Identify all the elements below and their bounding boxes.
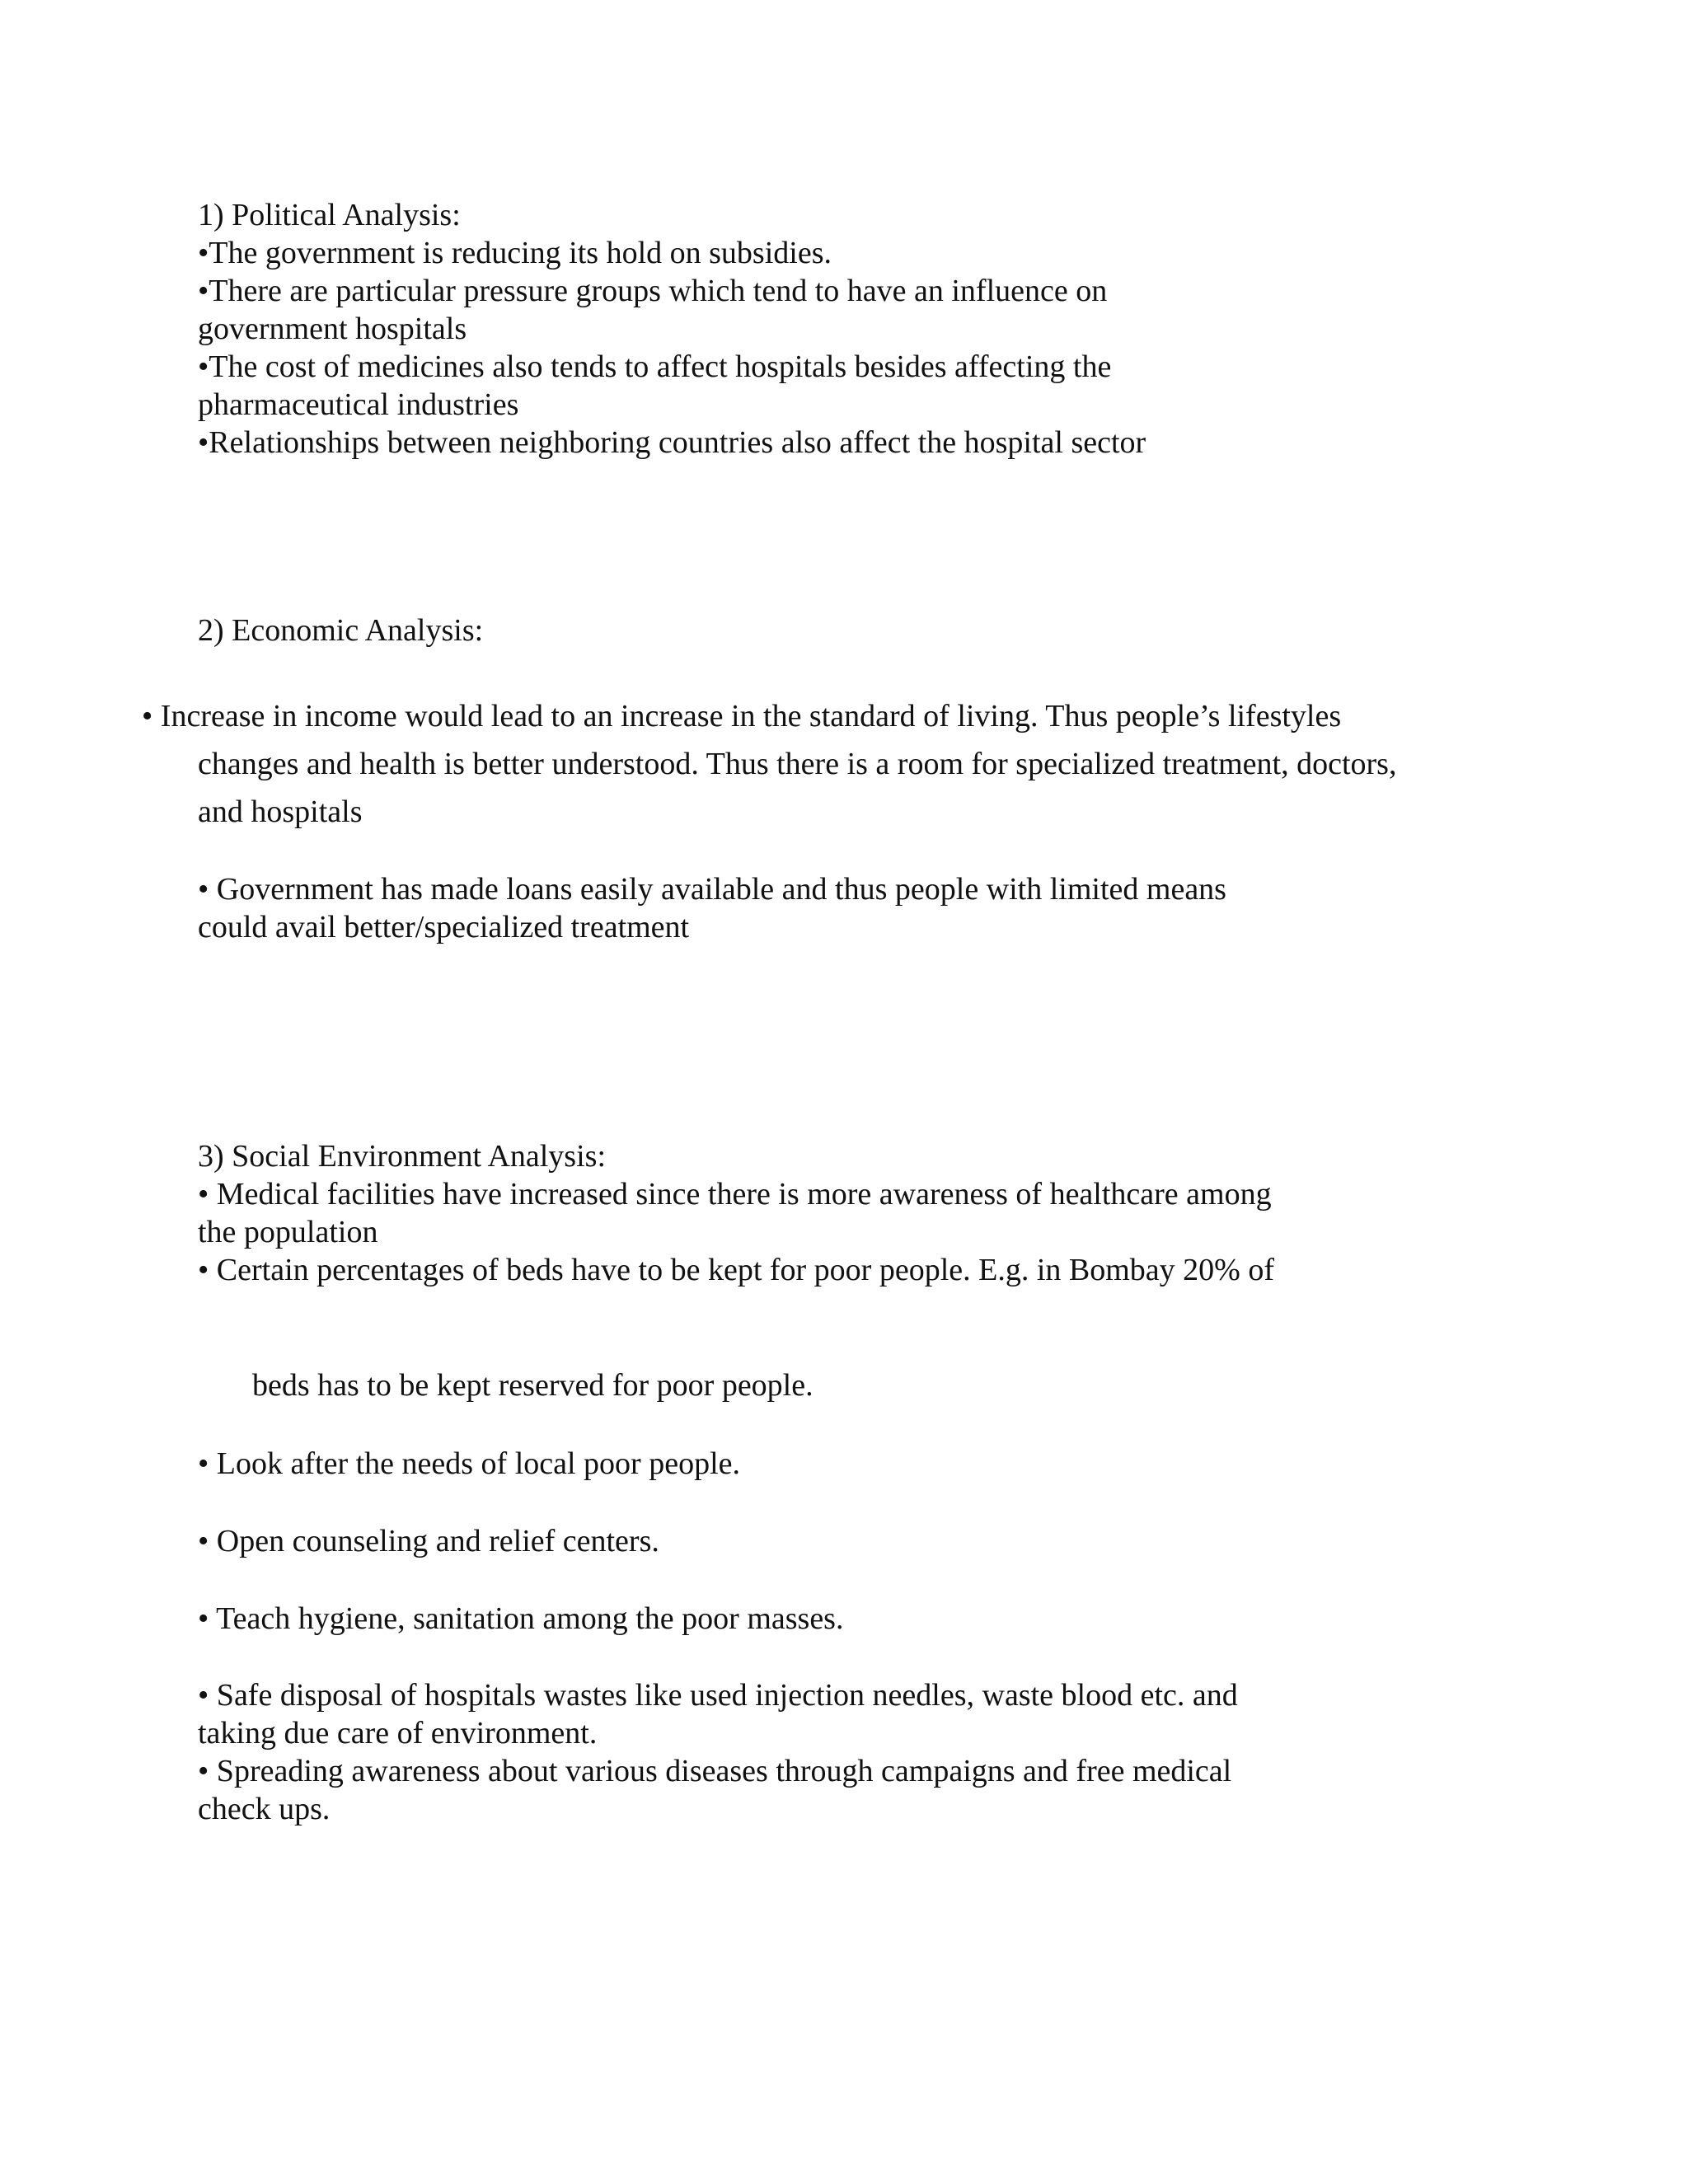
political-line: government hospitals	[198, 312, 467, 346]
economic-bullet-line: changes and health is better understood. Thus there is a room for specialized treatment, doctors,	[198, 747, 1397, 781]
economic-heading: 2) Economic Analysis:	[198, 613, 484, 648]
economic-bullet-line: and hospitals	[198, 794, 363, 829]
social-line: taking due care of environment.	[198, 1716, 598, 1750]
social-line: • Safe disposal of hospitals wastes like used injection needles, waste blood etc. and	[198, 1678, 1238, 1713]
social-heading: 3) Social Environment Analysis:	[198, 1139, 607, 1174]
political-line: •There are particular pressure groups which tend to have an influence on	[198, 274, 1108, 308]
political-line: •The government is reducing its hold on subsidies.	[198, 236, 832, 270]
economic-bullet-line: • Government has made loans easily available and thus people with limited means	[198, 872, 1226, 907]
social-line: check ups.	[198, 1792, 331, 1826]
social-line: • Open counseling and relief centers.	[198, 1524, 659, 1558]
social-line: • Look after the needs of local poor people.	[198, 1446, 741, 1481]
social-line: • Spreading awareness about various diseases through campaigns and free medical	[198, 1754, 1232, 1788]
social-line: • Medical facilities have increased since there is more awareness of healthcare among	[198, 1177, 1272, 1212]
political-line: •The cost of medicines also tends to affect hospitals besides affecting the	[198, 349, 1112, 384]
social-continuation: beds has to be kept reserved for poor people.	[252, 1368, 814, 1403]
economic-bullet-line: • Increase in income would lead to an increase in the standard of living. Thus people’s lifestyles	[142, 699, 1342, 733]
economic-bullet-line: could avail better/specialized treatment	[198, 910, 690, 944]
social-line: the population	[198, 1215, 378, 1249]
political-line: pharmaceutical industries	[198, 387, 519, 422]
political-line: •Relationships between neighboring countries also affect the hospital sector	[198, 425, 1146, 460]
social-line: • Teach hygiene, sanitation among the poor masses.	[198, 1601, 844, 1636]
political-heading: 1) Political Analysis:	[198, 198, 461, 232]
social-line: • Certain percentages of beds have to be kept for poor people. E.g. in Bombay 20% of	[198, 1253, 1274, 1287]
